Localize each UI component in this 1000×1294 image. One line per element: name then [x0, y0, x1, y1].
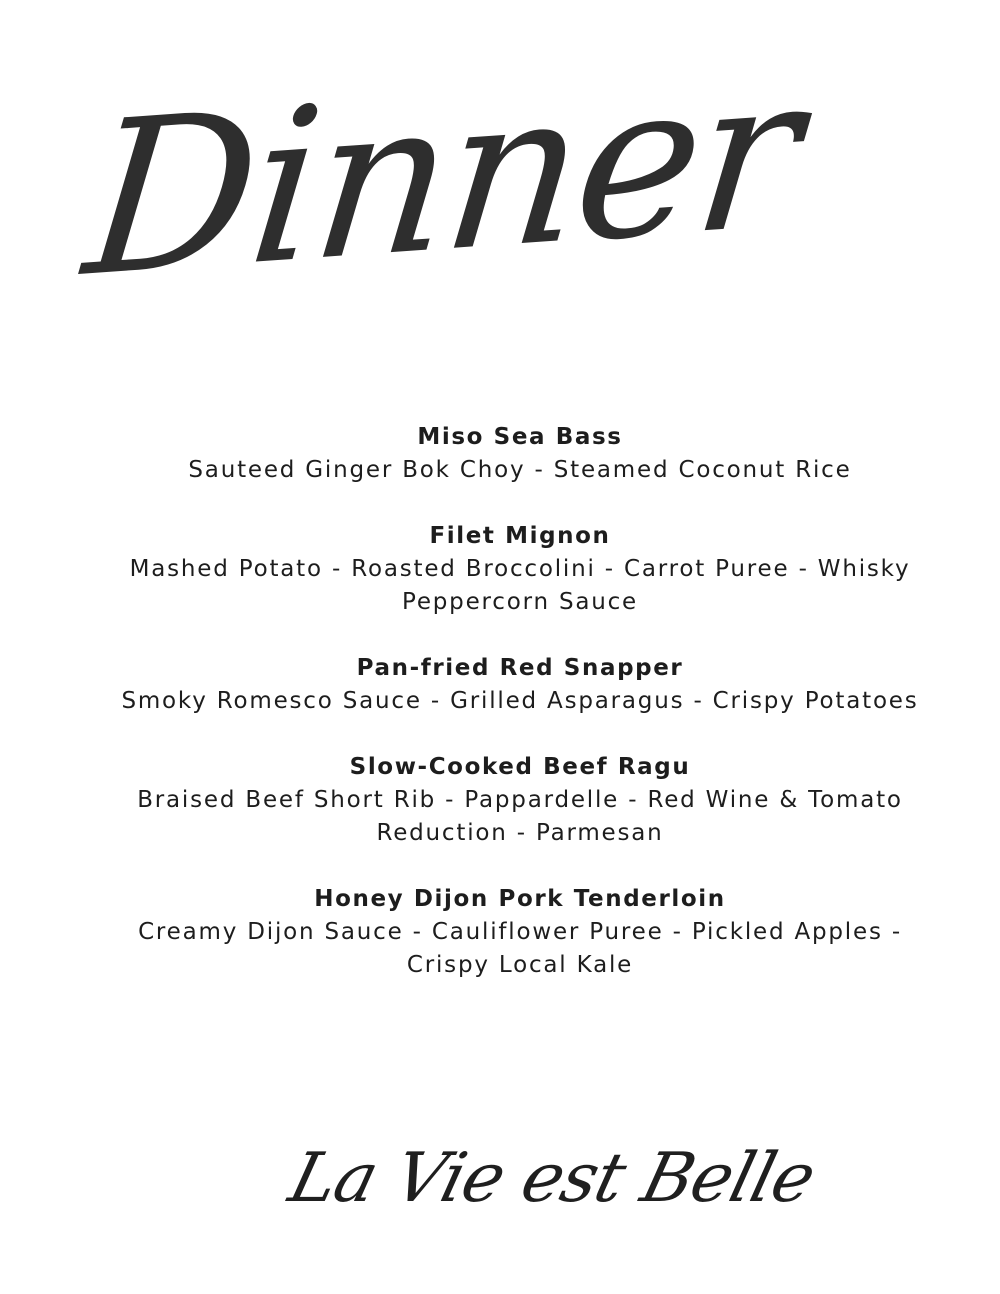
page-title: Dinner — [75, 27, 807, 325]
dish-description: Mashed Potato - Roasted Broccolini - Carrot Puree - Whisky Peppercorn Sauce — [129, 556, 911, 615]
dish-description: Braised Beef Short Rib - Pappardelle - Red Wine & Tomato Reduction - Parmesan — [137, 787, 903, 846]
dish-name: Honey Dijon Pork Tenderloin — [314, 886, 726, 912]
menu-list — [60, 421, 980, 982]
menu-item — [60, 883, 980, 982]
dish-name: Slow-Cooked Beef Ragu — [349, 754, 691, 780]
dish-description: Smoky Romesco Sauce - Grilled Asparagus - Crispy Potatoes — [121, 688, 919, 714]
dish-description: Sauteed Ginger Bok Choy - Steamed Coconut Rice — [188, 457, 852, 483]
menu-item — [60, 751, 980, 850]
menu-item — [60, 652, 980, 718]
signature-tagline: La Vie est Belle — [281, 1139, 823, 1218]
dish-name: Pan-fried Red Snapper — [356, 655, 684, 681]
menu-item — [60, 421, 980, 487]
dish-description: Creamy Dijon Sauce - Cauliflower Puree - Pickled Apples - Crispy Local Kale — [138, 919, 902, 978]
dish-name: Miso Sea Bass — [417, 424, 623, 450]
dish-name: Filet Mignon — [429, 523, 611, 549]
menu-item — [60, 520, 980, 619]
